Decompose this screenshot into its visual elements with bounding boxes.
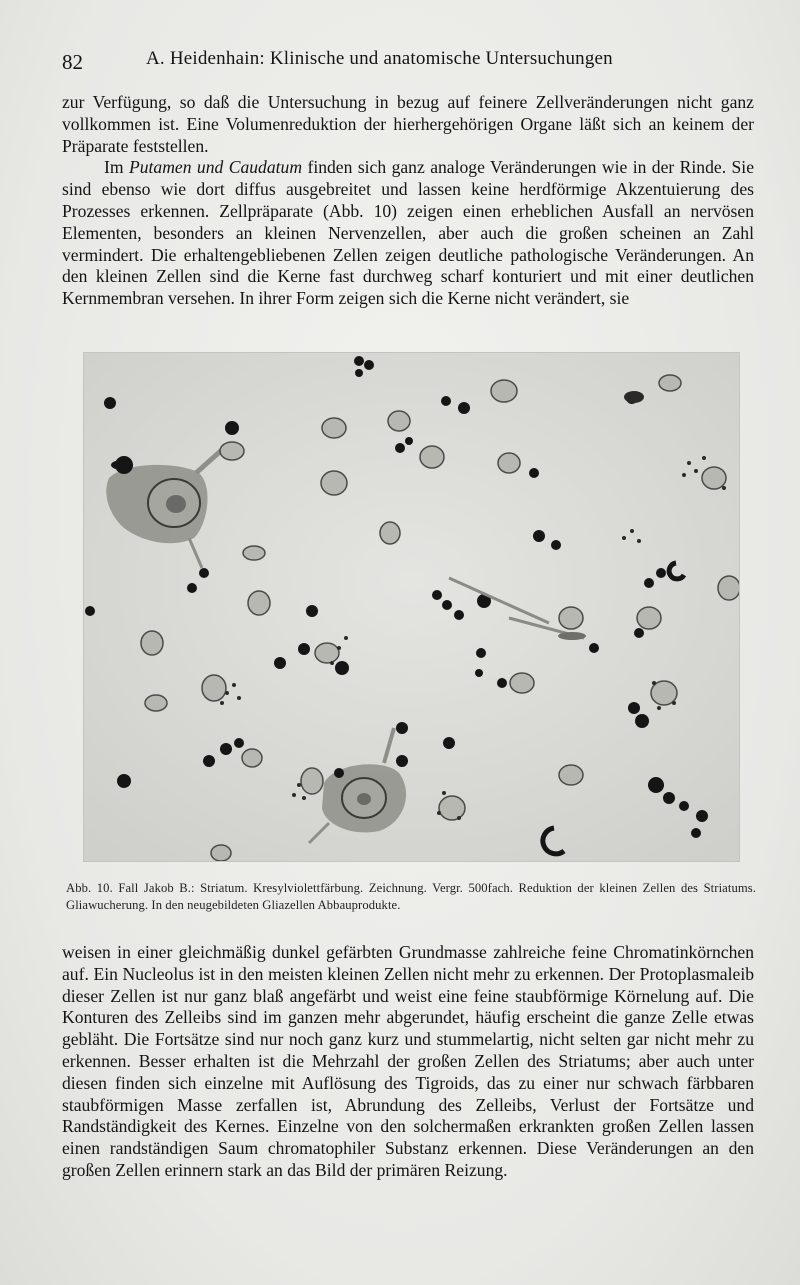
glia-nucleus-oval — [624, 391, 644, 403]
paragraph-2 — [62, 157, 754, 310]
glia-nucleus-elongated — [111, 460, 133, 470]
running-head — [60, 48, 760, 74]
rod-cell-nucleus — [558, 632, 586, 640]
figure-micrograph — [83, 352, 740, 862]
paragraph-2-rest: finden sich ganz analoge Veränderungen wie in der Rinde. Sie sind ebenso wie dort diffus ausgebreitet und lassen keine herdförmige Akzentuierung des Prozesses erkennen. Zellpräparate (Abb. 10) zeigen einen erheblichen Ausfall an nervösen Elementen, besonders an kleinen Nervenzellen, aber auch die großen scheinen an Zahl vermindert. Die erhaltengebliebenen Zellen zeigen deutliche pathologische Veränderungen. An den kleinen Zellen sind die Kerne fast durchweg scharf konturiert und mit einer deutlichen Kernmembran versehen. In ihrer Form zeigen sich die Kerne nicht verändert, sie — [62, 157, 754, 309]
micrograph-drawing — [84, 353, 739, 861]
paragraph-2-lead: Im — [104, 157, 129, 178]
figure-caption: Abb. 10. Fall Jakob B.: Striatum. Kresylviolettfärbung. Zeichnung. Vergr. 500fach. Reduktion der kleinen Zellen des Striatums. Gliawucherung. In den neugebildeten Gliazellen Abbauprodukte. — [66, 881, 756, 912]
paragraph-2-italic: Putamen und Caudatum — [128, 157, 303, 178]
paragraph-1: zur Verfügung, so daß die Untersuchung in bezug auf feinere Zellveränderungen nicht ganz vollkommen ist. Eine Volumenreduktion der hierhergehörigen Organe läßt sich an keinem der Präparate feststellen. — [62, 92, 754, 156]
text-block-top — [62, 92, 754, 310]
page-number: 82 — [62, 50, 83, 74]
running-title: A. Heidenhain: Klinische und anatomische Untersuchungen — [146, 48, 613, 69]
paragraph-3: weisen in einer gleichmäßig dunkel gefärbten Grundmasse zahlreiche feine Chromatinkörnchen auf. Ein Nucleolus ist in den meisten kleinen Zellen nicht mehr zu erkennen. Der Protoplasmaleib dieser Zellen ist nur ganz blaß angefärbt und weist eine feine staubförmige Körnelung auf. Die Konturen des Zelleibs sind im ganzen mehr abgerundet, häufig erscheint die ganze Zelle etwas gebläht. Die Fortsätze sind nur noch ganz kurz und stummelartig, nicht selten gar nicht mehr zu erkennen. Besser erhalten ist die Mehrzahl der großen Zellen des Striatums; aber auch unter diesen finden sich einzelne mit Auflösung des Tigroids, das zu einer nur schwach färbbaren staubförmigen Masse zerfallen ist, Abrundung des Zelleibs, Verlust der Fortsätze und Randständigkeit des Kernes. Einzelne von den solchermaßen erkrankten großen Zellen lassen einen randständigen Saum chromatophiler Substanz erkennen. Diese Veränderungen an den großen Zellen erinnern stark an das Bild der primären Reizung. — [62, 942, 754, 1180]
text-block-bottom — [62, 942, 754, 1182]
